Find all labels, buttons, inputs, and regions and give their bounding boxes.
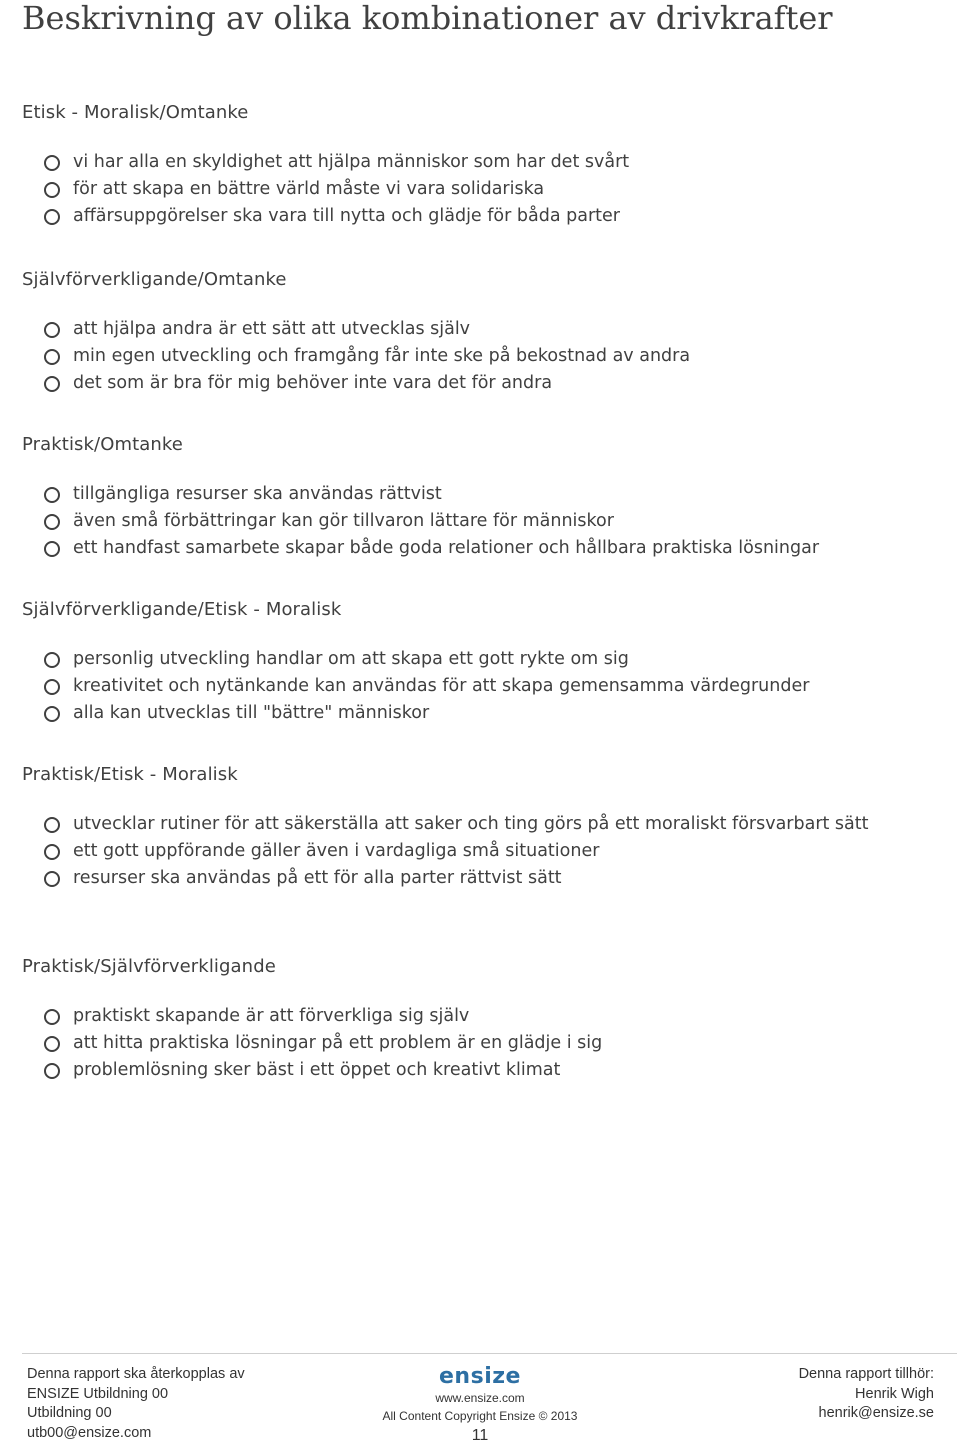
page-title: Beskrivning av olika kombinationer av drivkrafter [22, 0, 833, 37]
circle-bullet-icon [44, 679, 60, 695]
circle-bullet-icon [44, 155, 60, 171]
section-praktisk-sjalvforverkligande [22, 955, 922, 1084]
circle-bullet-icon [44, 209, 60, 225]
page-number: 11 [471, 1427, 489, 1444]
bullet-list [22, 1003, 922, 1084]
list-item [22, 343, 922, 370]
footer-left [27, 1365, 245, 1443]
list-item [22, 1030, 922, 1057]
footer-copyright: All Content Copyright Ensize © 2013 [382, 1409, 578, 1423]
list-item-text: ett handfast samarbete skapar både goda relationer och hållbara praktiska lösningar [73, 538, 820, 558]
circle-bullet-icon [44, 652, 60, 668]
list-item-text: ett gott uppförande gäller även i vardagliga små situationer [73, 841, 600, 861]
list-item [22, 316, 922, 343]
section-heading: Självförverkligande/Etisk - Moralisk [22, 599, 342, 620]
section-sjalvforverkligande-omtanke [22, 268, 922, 397]
list-item [22, 508, 922, 535]
list-item-text: det som är bra för mig behöver inte vara det för andra [73, 373, 553, 393]
list-item [22, 700, 922, 727]
list-item [22, 535, 922, 562]
footer-left-line: utb00@ensize.com [27, 1424, 152, 1441]
list-item [22, 1003, 922, 1030]
section-heading: Praktisk/Omtanke [22, 434, 183, 455]
list-item [22, 481, 922, 508]
section-praktisk-omtanke [22, 433, 922, 562]
list-item [22, 203, 922, 230]
circle-bullet-icon [44, 514, 60, 530]
list-item-text: för att skapa en bättre värld måste vi vara solidariska [73, 179, 545, 199]
section-heading: Praktisk/Självförverkligande [22, 956, 276, 977]
section-sjalvforverkligande-etisk [22, 598, 922, 727]
footer-left-line: Utbildning 00 [27, 1405, 112, 1421]
circle-bullet-icon [44, 322, 60, 338]
footer-center [365, 1365, 595, 1447]
bullet-list [22, 811, 922, 892]
list-item-text: tillgängliga resurser ska användas rättvist [73, 484, 442, 504]
circle-bullet-icon [44, 871, 60, 887]
section-heading: Etisk - Moralisk/Omtanke [22, 102, 249, 123]
list-item-text: alla kan utvecklas till "bättre" människor [73, 703, 430, 723]
list-item-text: affärsuppgörelser ska vara till nytta och glädje för båda parter [73, 206, 620, 226]
list-item-text: min egen utveckling och framgång får inte ske på bekostnad av andra [73, 346, 691, 366]
footer-left-line: Denna rapport ska återkopplas av [27, 1366, 245, 1382]
list-item [22, 838, 922, 865]
bullet-list [22, 316, 922, 397]
footer-right-line: henrik@ensize.se [818, 1405, 934, 1421]
list-item [22, 673, 922, 700]
circle-bullet-icon [44, 487, 60, 503]
ensize-logo: ensize [439, 1364, 521, 1389]
list-item-text: personlig utveckling handlar om att skapa ett gott rykte om sig [73, 649, 629, 669]
circle-bullet-icon [44, 844, 60, 860]
section-praktisk-etisk [22, 763, 922, 892]
footer-divider [22, 1353, 957, 1354]
list-item-text: att hjälpa andra är ett sätt att utvecklas själv [73, 319, 471, 339]
footer-left-line: ENSIZE Utbildning 00 [27, 1385, 169, 1402]
list-item-text: resurser ska användas på ett för alla parter rättvist sätt [73, 868, 562, 888]
footer-right-line: Henrik Wigh [855, 1385, 934, 1402]
section-etisk-omtanke [22, 101, 922, 230]
bullet-list [22, 149, 922, 230]
list-item-text: praktiskt skapande är att förverkliga sig själv [73, 1006, 470, 1026]
footer-right [799, 1365, 934, 1424]
list-item [22, 176, 922, 203]
circle-bullet-icon [44, 376, 60, 392]
circle-bullet-icon [44, 817, 60, 833]
circle-bullet-icon [44, 1063, 60, 1079]
section-heading: Praktisk/Etisk - Moralisk [22, 764, 238, 785]
circle-bullet-icon [44, 706, 60, 722]
bullet-list [22, 646, 922, 727]
list-item [22, 646, 922, 673]
list-item [22, 370, 922, 397]
list-item-text: problemlösning sker bäst i ett öppet och kreativt klimat [73, 1060, 561, 1080]
list-item [22, 865, 922, 892]
footer-right-line: Denna rapport tillhör: [798, 1366, 934, 1382]
list-item-text: vi har alla en skyldighet att hjälpa människor som har det svårt [73, 152, 630, 172]
list-item-text: utvecklar rutiner för att säkerställa att saker och ting görs på ett moraliskt försvarbart sätt [73, 814, 869, 834]
list-item-text: att hitta praktiska lösningar på ett problem är en glädje i sig [73, 1033, 603, 1053]
section-heading: Självförverkligande/Omtanke [22, 269, 287, 290]
list-item [22, 1057, 922, 1084]
bullet-list [22, 481, 922, 562]
circle-bullet-icon [44, 349, 60, 365]
list-item-text: även små förbättringar kan gör tillvaron lättare för människor [73, 511, 614, 531]
list-item-text: kreativitet och nytänkande kan användas för att skapa gemensamma värdegrunder [73, 676, 810, 696]
circle-bullet-icon [44, 1036, 60, 1052]
circle-bullet-icon [44, 182, 60, 198]
circle-bullet-icon [44, 541, 60, 557]
list-item [22, 149, 922, 176]
circle-bullet-icon [44, 1009, 60, 1025]
footer-website: www.ensize.com [435, 1391, 525, 1405]
list-item [22, 811, 913, 838]
